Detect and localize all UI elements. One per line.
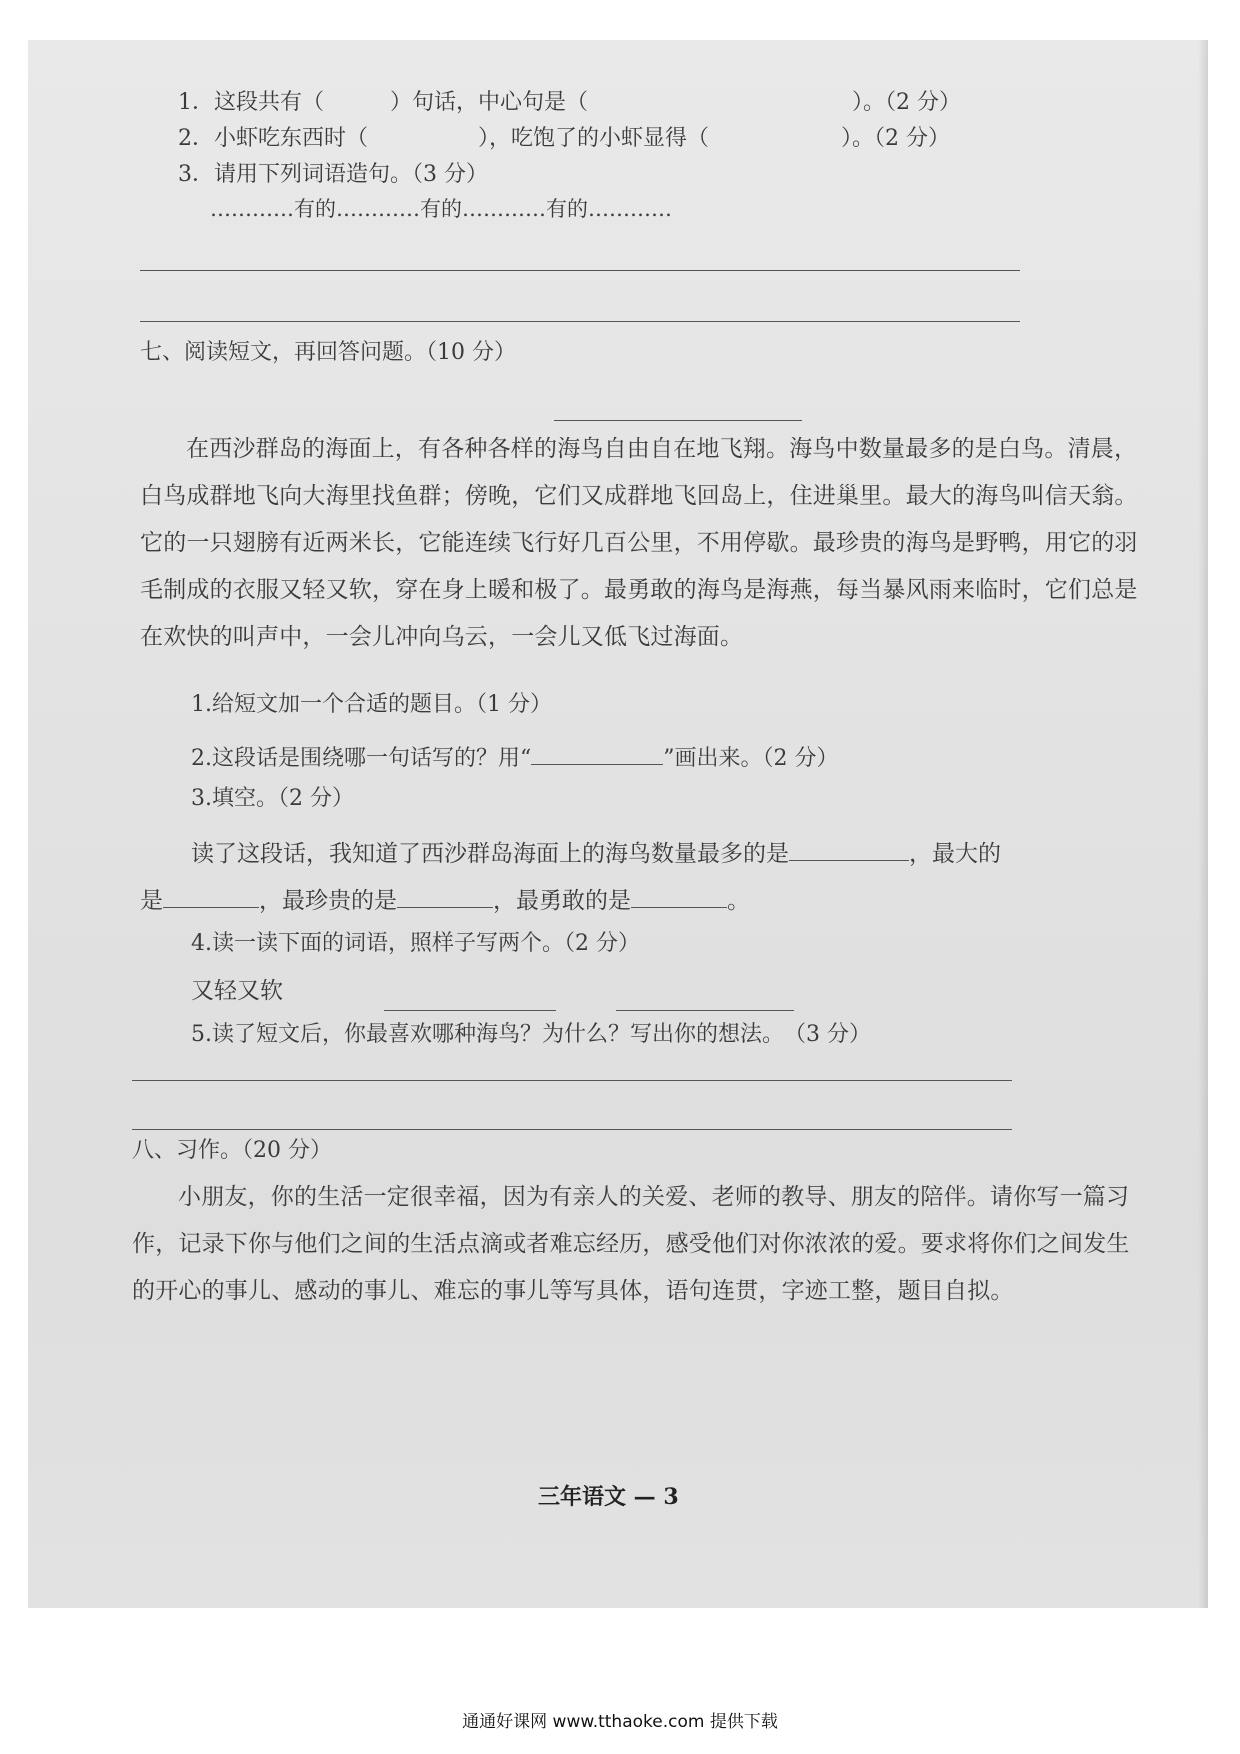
- underline-sample: [531, 742, 663, 765]
- question-3: 3.填空。（2 分）: [191, 786, 354, 811]
- fill-text: ，最勇敢的是: [493, 888, 631, 914]
- question-1: 1.给短文加一个合适的题目。（1 分）: [191, 692, 552, 717]
- question-2: [191, 742, 839, 770]
- q6-item-3: 3．请用下列词语造句。（3 分）: [178, 162, 488, 187]
- title-answer-line: [554, 420, 802, 421]
- q6-item-1: 1．这段共有（ ）句话，中心句是（ ）。（2 分）: [178, 90, 961, 115]
- section-8-heading: 八、习作。（20 分）: [132, 1138, 332, 1163]
- question-5: 5.读了短文后，你最喜欢哪种海鸟？为什么？写出你的想法。 （3 分）: [191, 1022, 871, 1047]
- fill-text: 。: [727, 888, 750, 914]
- fill-in-line-1: [191, 837, 1001, 866]
- example-word: 又轻又软: [191, 978, 283, 1004]
- blank-most-numerous[interactable]: [789, 837, 909, 861]
- question-2-text-end: ”画出来。（2 分）: [663, 746, 839, 771]
- answer-line: [140, 270, 1020, 271]
- answer-line: [140, 321, 1020, 322]
- writing-prompt: 小朋友，你的生活一定很幸福，因为有亲人的关爱、老师的教导、朋友的陪伴。请你写一篇习作，记录下你与他们之间的生活点滴或者难忘经历，感受他们对你浓浓的爱。要求将你们之间发生的开心的事儿、感动的事儿、难忘的事儿等写具体，语句连贯，字迹工整，题目自拟。: [132, 1184, 1130, 1304]
- page-edge-shadow: [1198, 40, 1208, 1608]
- word-answer-line: [616, 1010, 794, 1011]
- question-2-text-start: 2.这段话是围绕哪一句话写的？用“: [191, 746, 532, 771]
- sentence-pattern: …………有的…………有的…………有的…………: [210, 197, 672, 221]
- fill-text: ，最大的: [909, 841, 1001, 867]
- answer-line: [132, 1080, 1012, 1081]
- page-number: 三年语文 — 3: [538, 1484, 679, 1510]
- fill-text: ，最珍贵的是: [259, 888, 397, 914]
- download-watermark: 通通好课网 www.tthaoke.com 提供下载: [462, 1712, 778, 1732]
- question-4: 4.读一读下面的词语，照样子写两个。（2 分）: [191, 931, 640, 956]
- section-7-heading: 七、阅读短文，再回答问题。（10 分）: [140, 340, 516, 365]
- answer-line: [132, 1129, 1012, 1130]
- blank-bravest[interactable]: [631, 884, 727, 908]
- fill-text: 是: [140, 888, 163, 914]
- reading-passage: 在西沙群岛的海面上，有各种各样的海鸟自由自在地飞翔。海鸟中数量最多的是白鸟。清晨，白鸟成群地飞向大海里找鱼群；傍晚，它们又成群地飞回岛上，住进巢里。最大的海鸟叫信天翁。它的一只翅膀有近两米长，它能连续飞行好几百公里，不用停歇。最珍贵的海鸟是野鸭，用它的羽毛制成的衣服又轻又软，穿在身上暖和极了。最勇敢的海鸟是海燕，每当暴风雨来临时，它们总是在欢快的叫声中，一会儿冲向乌云，一会儿又低飞过海面。: [140, 436, 1138, 650]
- scanned-exam-page: [28, 40, 1208, 1608]
- blank-most-precious[interactable]: [397, 884, 493, 908]
- q6-item-2: 2．小虾吃东西时（ ），吃饱了的小虾显得（ ）。（2 分）: [178, 126, 950, 151]
- fill-text: 读了这段话，我知道了西沙群岛海面上的海鸟数量最多的是: [191, 841, 789, 867]
- fill-in-line-2: [140, 884, 750, 913]
- blank-largest[interactable]: [163, 884, 259, 908]
- word-answer-line: [384, 1010, 556, 1011]
